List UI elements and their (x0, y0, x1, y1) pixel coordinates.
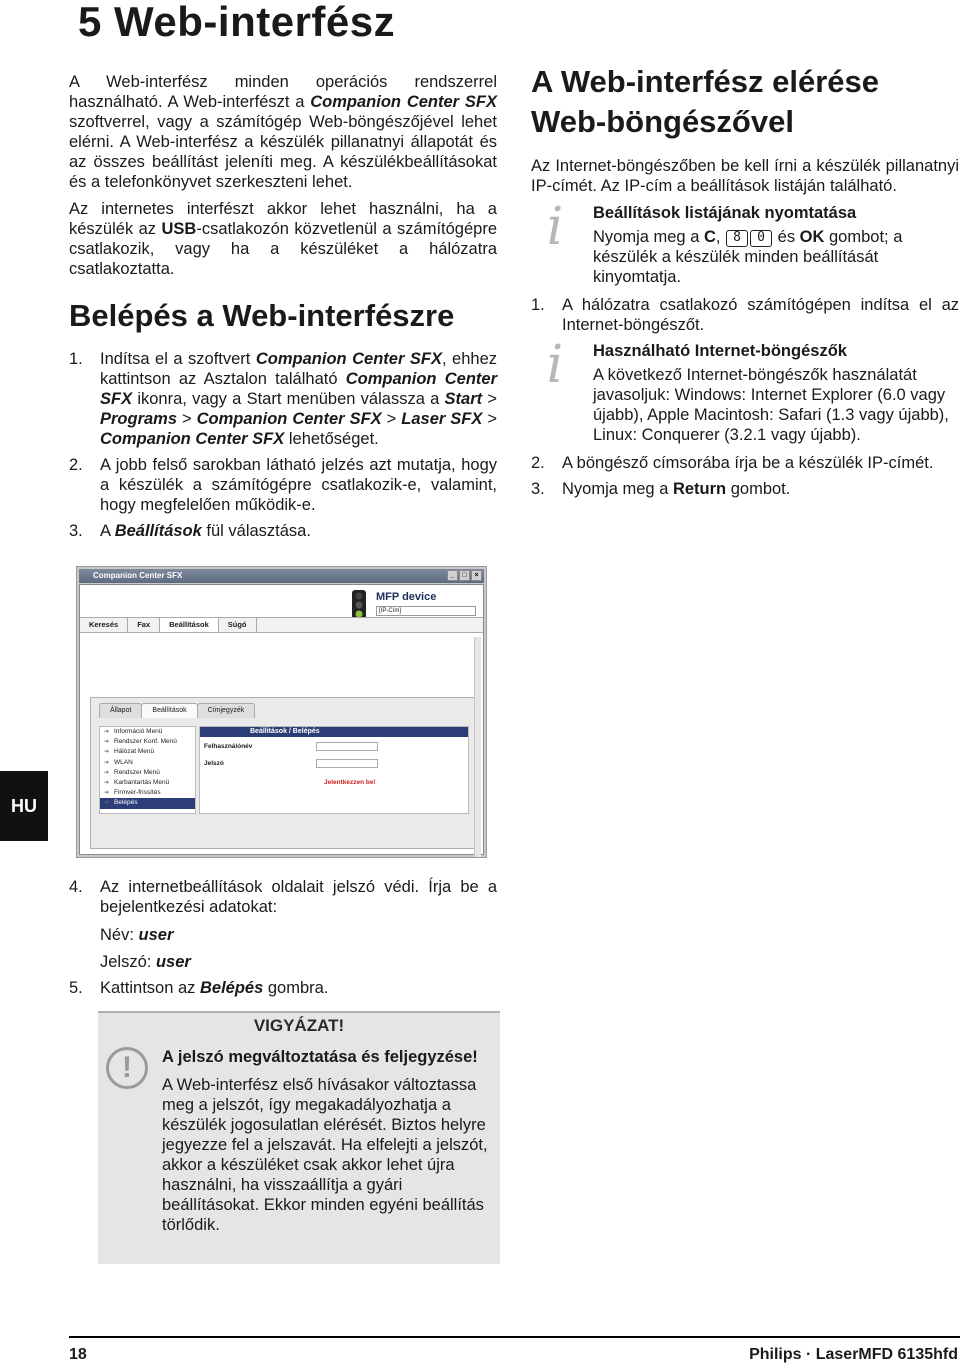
inner-tab-bar (99, 703, 254, 718)
password-field[interactable] (316, 759, 378, 768)
list-item: 1. Indítsa el a szoftvert Companion Center SFX, ehhez kattintson az Asztalon található Companion Center SFX ikonra, vagy a Start menüben válassza a Start > Programs > Companion Center SFX > Laser SFX > Companion Center SFX lehetőséget. (69, 350, 498, 448)
username-label: Felhasználónév (204, 743, 253, 750)
menu-item[interactable]: ➔ Karbantartás Menü (100, 778, 195, 788)
key-8: 8 (726, 230, 748, 247)
intro-paragraph: A Web-interfész minden operációs rendszerrel használható. A Web-interfészt a Companion Center SFX szoftverrel, vagy a számítógép Web-böngészőjével lehet elérni. A Web-interfész a készülék pillanatnyi állapotát és az összes beállítást jeleníti meg. A készülékbeállításokat és a telefonkönyvet szerkeszteni lehet. (69, 73, 497, 191)
window-body (79, 584, 484, 855)
footer-brand: Philips · LaserMFD 6135hfd (749, 1346, 958, 1363)
usb-paragraph: Az internetes interfészt akkor lehet használni, ha a készülék az USB-csatlakozón közvetlenül a számítógépre csatlakozik, vagy ha a készüléket a hálózatra csatlakoztatta. (69, 200, 497, 278)
software-screenshot (76, 566, 487, 858)
menu-item-login[interactable]: ➔ Belépés (100, 798, 195, 808)
tab-settings[interactable]: Beállítások (160, 618, 219, 632)
warning-body (162, 1047, 492, 1235)
note-text: A következő Internet-böngészők használatát javasoljuk: Windows: Internet Explorer (6.0 vagy újabb), Apple Macintosh: Safari (1.3 vagy újabb), Linux: Conquerer (3.2.1 vagy újabb). (593, 366, 949, 444)
settings-panel (90, 697, 476, 849)
list-item: 3. Nyomja meg a Return gombot. (531, 480, 791, 498)
tab-addressbook[interactable]: Címjegyzék (197, 703, 256, 718)
list-item: 2. A böngésző címsorába írja be a készülék IP-címét. (531, 454, 934, 472)
key-0: 0 (750, 230, 772, 247)
tab-search[interactable]: Keresés (80, 618, 128, 632)
menu-item[interactable]: ➔ Hálózat Menü (100, 747, 195, 757)
menu-item[interactable]: ➔ WLAN (100, 758, 195, 768)
section-heading-login: Belépés a Web-interfészre (69, 298, 455, 333)
app-tab-bar (80, 617, 483, 633)
tab-inner-settings[interactable]: Beállítások (141, 703, 197, 718)
warning-title: A jelszó megváltoztatása és feljegyzése! (162, 1048, 478, 1066)
device-title: MFP device (376, 591, 437, 603)
menu-item[interactable]: ➔ Információ Menü (100, 727, 195, 737)
list-item: 3. A Beállítások fül választása. (69, 522, 311, 540)
scrollbar[interactable] (474, 637, 481, 857)
list-item: 5. Kattintson az Belépés gombra. (69, 979, 329, 997)
menu-item[interactable]: ➔ Rendszer Konf. Menü (100, 737, 195, 747)
warning-text: A Web-interfész első hívásakor változtassa meg a jelszót, így megakadályozhatja a készülék jogosulatlan elérését. Biztos helyre jegyezze fel a jelszavát. Ha elfelejti a jelszót, akkor a készüléket csak akkor lehet újra használni, ha visszaállítja a gyári beállításokat. Ekkor minden egyéni beállítás törlődik. (162, 1076, 488, 1234)
login-header: Beállítások / Belépés (200, 727, 468, 737)
info-note (531, 335, 959, 445)
left-column-lower (69, 877, 497, 1004)
login-button[interactable]: Jelentkezzen be! (324, 779, 376, 786)
device-ip-field: [IP-Cím] (376, 606, 476, 616)
device-status (376, 591, 437, 614)
list-item: 4. Az internetbeállítások oldalait jelszó védi. Írja be a bejelentkezési adatokat: Név: user Jelszó: user (69, 878, 497, 971)
warning-box (98, 1011, 500, 1264)
menu-item[interactable]: ➔ Firmver-frissítés (100, 788, 195, 798)
footer-divider (69, 1336, 960, 1338)
warning-header: VIGYÁZAT! (253, 1016, 345, 1035)
window-controls (447, 570, 482, 581)
note-text: Nyomja meg a C, 8 0 és OK gombot; a készülék a készülék minden beállítását kinyomtatja. (593, 228, 903, 286)
username-field[interactable] (316, 742, 378, 751)
status-light-icon (350, 590, 368, 620)
close-button[interactable]: × (471, 570, 482, 581)
menu-item[interactable]: ➔ Rendszer Menü (100, 768, 195, 778)
settings-menu (99, 726, 196, 814)
note-title: Használható Internet-böngészők (593, 342, 847, 360)
section-heading-browser: A Web-interfész elérése Web-böngészővel (531, 64, 880, 139)
browser-intro: Az Internet-böngészőben be kell írni a készülék pillanatnyi IP-címét. Az IP-cím a beállítások listáján található. (531, 157, 959, 195)
info-icon: i (546, 335, 564, 395)
tab-fax[interactable]: Fax (128, 618, 160, 632)
credential-password: Jelszó: user (100, 953, 191, 971)
password-label: Jelszó (204, 760, 224, 767)
minimize-button[interactable]: _ (447, 570, 458, 581)
warning-icon: ! (106, 1047, 148, 1089)
page-title: 5 Web-interfész (78, 0, 396, 45)
list-item: 2. A jobb felső sarokban látható jelzés azt mutatja, hogy a készülék a számítógépre csatlakozik-e, valamint, hogy megfelelően működik-e. (69, 456, 497, 514)
info-icon: i (546, 197, 564, 257)
page-number: 18 (69, 1346, 87, 1363)
window-titlebar: Companion Center SFX _ □ × (79, 569, 484, 583)
maximize-button[interactable]: □ (459, 570, 470, 581)
language-tab: HU (0, 771, 48, 841)
credential-name: Név: user (100, 926, 174, 944)
note-title: Beállítások listájának nyomtatása (593, 204, 857, 222)
right-column (531, 62, 959, 505)
list-item: 1. A hálózatra csatlakozó számítógépen indítsa el az Internet-böngészőt. (531, 296, 959, 334)
info-note (531, 197, 959, 287)
tab-help[interactable]: Súgó (219, 618, 257, 632)
login-form (199, 726, 469, 814)
left-column (69, 72, 497, 547)
tab-status[interactable]: Állapot (99, 703, 142, 718)
